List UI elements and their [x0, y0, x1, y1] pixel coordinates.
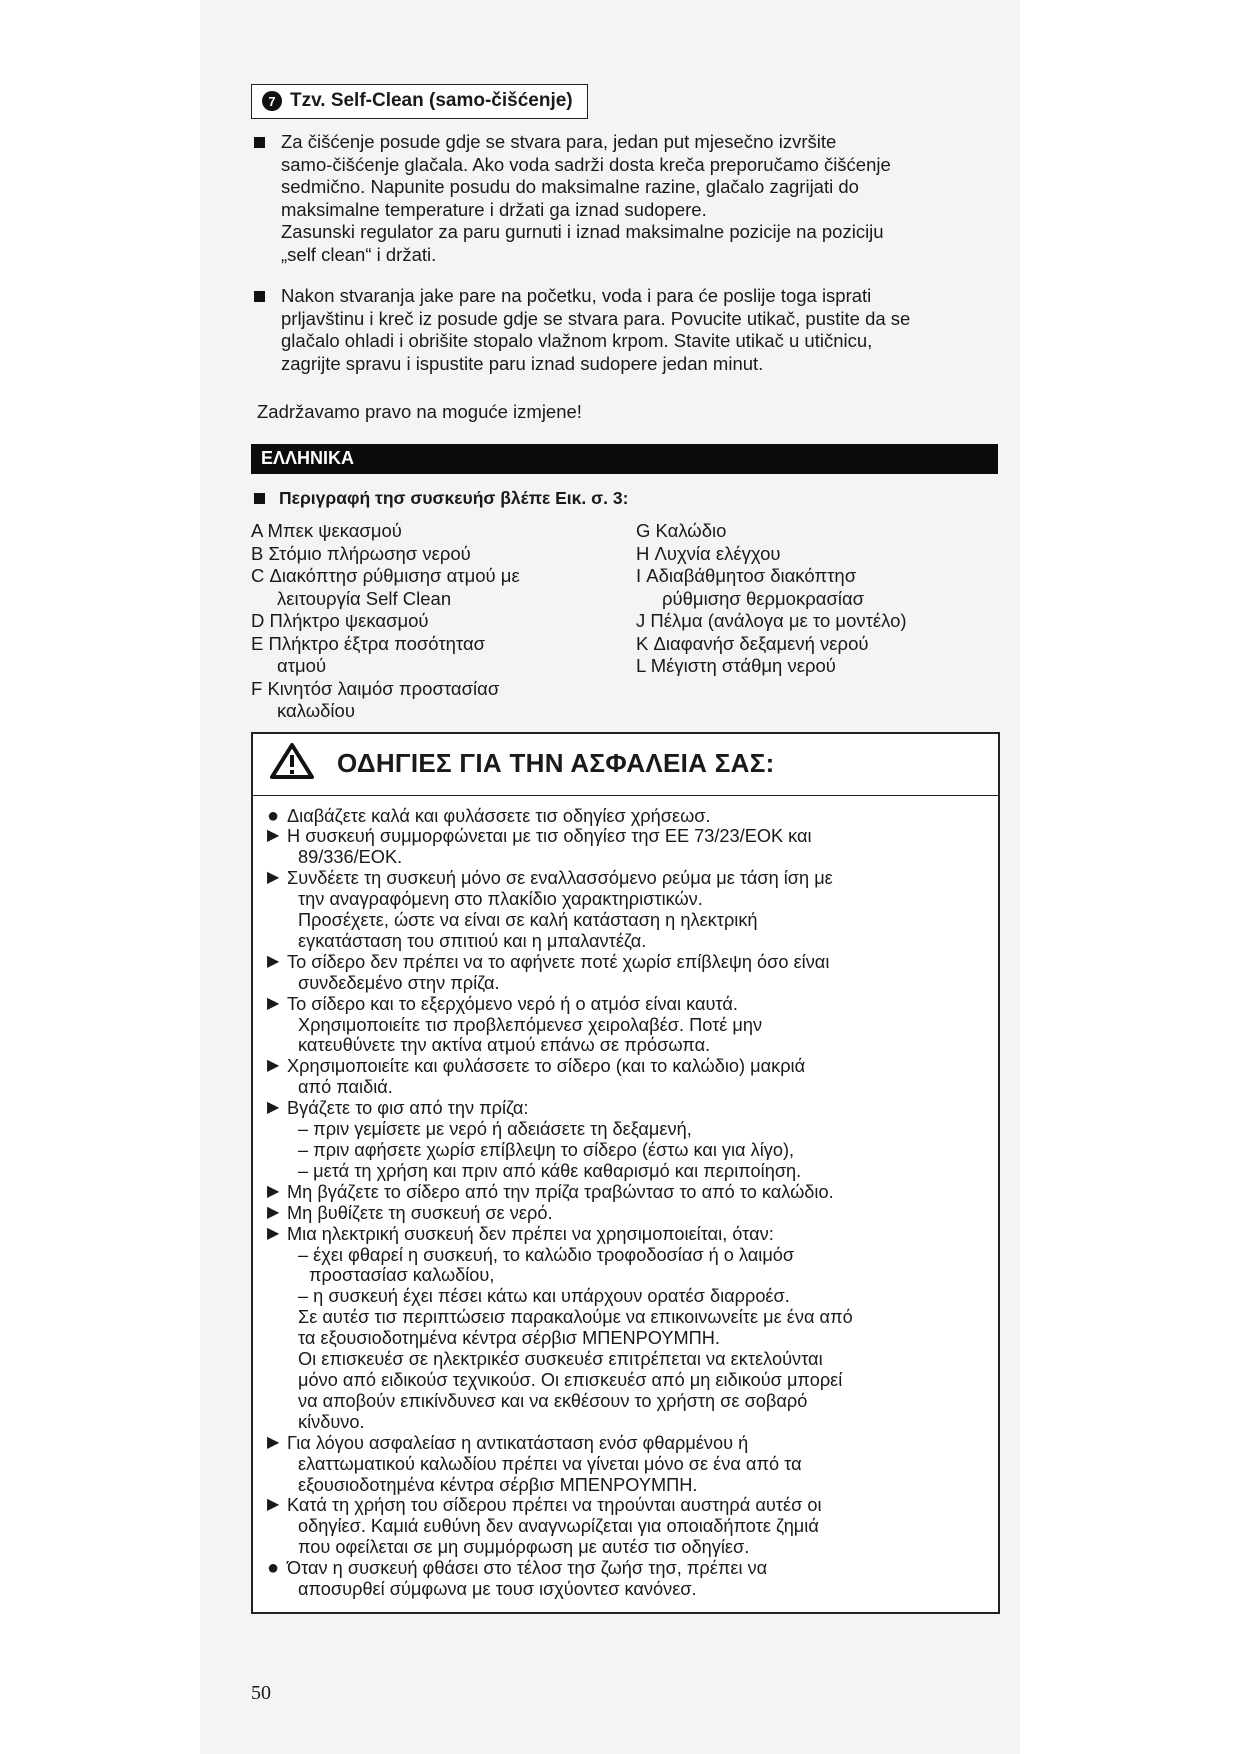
safety-item: [267, 952, 984, 994]
text-line: Η συσκευή συμμορφώνεται με τισ οδηγίεσ τησ ΕΕ 73/23/ΕΟΚ και: [287, 826, 812, 847]
safety-item: [267, 826, 984, 868]
text-line: Σε αυτέσ τισ περιπτώσεισ παρακαλούμε να επικοινωνείτε με ένα από: [298, 1307, 853, 1328]
part-item: B Στόμιο πλήρωσησ νερού: [251, 542, 471, 564]
self-clean-paragraph-2: [251, 285, 998, 375]
text-line: εξουσιοδοτημένα κέντρα σέρβισ ΜΠΕΝΡΟΥΜΠΗ.: [298, 1474, 698, 1495]
text-line: Συνδέετε τη συσκευή μόνο σε εναλλασσόμενο ρεύμα με τάση ίση με: [287, 868, 833, 889]
circle-bullet-icon: ●: [267, 1557, 280, 1580]
safety-items: [267, 806, 984, 1600]
arrow-bullet-icon: ▶: [267, 994, 280, 1012]
self-clean-paragraph-1: [251, 131, 998, 266]
text-line: Οι επισκευέσ σε ηλεκτρικέσ συσκευέσ επιτρέπεται να εκτελούνται: [298, 1349, 823, 1370]
square-bullet-icon: [254, 137, 265, 148]
safety-item: [267, 1182, 984, 1203]
safety-item: [267, 868, 984, 952]
text-line: zagrijte spravu i ispustite paru iznad sudopere jedan minut.: [281, 352, 764, 374]
safety-item: [267, 1495, 984, 1558]
part-item: H Λυχνία ελέγχου: [636, 542, 781, 564]
text-line: – η συσκευή έχει πέσει κάτω και υπάρχουν ορατέσ διαρροέσ.: [298, 1286, 790, 1307]
part-item: A Μπεκ ψεκασμού: [251, 520, 402, 541]
part-item: D Πλήκτρο ψεκασμού: [251, 610, 429, 631]
safety-item: [267, 1203, 984, 1224]
part-item: L Μέγιστη στάθμη νερού: [636, 655, 836, 676]
part-item-continued: λειτουργία Self Clean: [277, 587, 452, 609]
part-item-continued: ρύθμισησ θερμοκρασίασ: [662, 587, 865, 609]
text-line: Προσέχετε, ώστε να είναι σε καλή κατάσταση η ηλεκτρική: [298, 910, 758, 931]
page-content: [251, 84, 998, 1614]
description-heading-text: Περιγραφή τησ συσκευήσ βλέπε Εικ. σ. 3:: [279, 488, 629, 508]
arrow-bullet-icon: ▶: [267, 1057, 280, 1075]
text-line: από παιδιά.: [298, 1077, 393, 1098]
page-number: 50: [251, 1682, 271, 1704]
text-line: Βγάζετε το φισ από την πρίζα:: [287, 1098, 529, 1119]
parts-list: [251, 520, 998, 723]
square-bullet-icon: [254, 291, 265, 302]
section-number-badge: 7: [262, 91, 282, 111]
safety-item: [267, 1098, 984, 1182]
text-line: Το σίδερο δεν πρέπει να το αφήνετε ποτέ χωρίσ επίβλεψη όσο είναι: [287, 951, 830, 972]
text-line: – πριν γεμίσετε με νερό ή αδειάσετε τη δεξαμενή,: [298, 1119, 692, 1140]
text-line: εγκατάσταση του σπιτιού και η μπαλαντέζα.: [298, 930, 647, 951]
text-line: κατευθύνετε την ακτίνα ατμού επάνω σε πρόσωπα.: [298, 1035, 711, 1056]
safety-item: [267, 806, 984, 827]
part-item: K Διαφανήσ δεξαμενή νερού: [636, 632, 869, 654]
arrow-bullet-icon: ▶: [267, 1433, 280, 1451]
language-section-bar: ΕΛΛΗΝΙΚΑ: [251, 444, 998, 474]
parts-column-right: [636, 520, 998, 723]
text-line: Μια ηλεκτρική συσκευή δεν πρέπει να χρησιμοποιείται, όταν:: [287, 1223, 774, 1244]
text-line: 89/336/ΕΟΚ.: [298, 847, 403, 868]
text-line: αποσυρθεί σύμφωνα με τουσ ισχύοντεσ κανόνεσ.: [298, 1579, 697, 1600]
safety-title: ΟΔΗΓΙΕΣ ΓΙΑ ΤΗΝ ΑΣΦΑΛΕΙΑ ΣΑΣ:: [337, 747, 775, 778]
text-line: Nakon stvaranja jake pare na početku, voda i para će poslije toga isprati: [281, 285, 872, 306]
safety-item: [267, 994, 984, 1057]
text-line: sedmično. Napunite posudu do maksimalne razine, glačalo zagrijati do: [281, 176, 859, 197]
text-line: ελαττωματικού καλωδίου πρέπει να γίνεται μόνο σε ένα από τα: [298, 1453, 802, 1474]
text-line: να αποβούν επικίνδυνεσ και να εκθέσουν το χρήστη σε σοβαρό: [298, 1390, 808, 1411]
arrow-bullet-icon: ▶: [267, 1224, 280, 1242]
text-line: prljavštinu i kreč iz posude gdje se stvara para. Povucite utikač, pustite da se: [281, 307, 911, 329]
text-line: Για λόγου ασφαλείασ η αντικατάσταση ενόσ φθαρμένου ή: [287, 1432, 749, 1453]
arrow-bullet-icon: ▶: [267, 869, 280, 887]
part-item: C Διακόπτησ ρύθμισησ ατμού με: [251, 565, 520, 586]
part-item-continued: καλωδίου: [277, 700, 355, 721]
text-line: μόνο από ειδικούσ τεχνικούσ. Οι επισκευέσ από μη ειδικούσ μπορεί: [298, 1369, 843, 1390]
text-line: Χρησιμοποιείτε και φυλάσσετε το σίδερο (και το καλώδιο) μακριά: [287, 1056, 806, 1077]
text-line: Μη βυθίζετε τη συσκευή σε νερό.: [287, 1202, 553, 1223]
arrow-bullet-icon: ▶: [267, 1203, 280, 1221]
text-line: συνδεδεμένο στην πρίζα.: [298, 972, 500, 993]
warning-triangle-icon: [269, 742, 315, 785]
text-line: „self clean“ i držati.: [281, 243, 437, 265]
text-line: – πριν αφήσετε χωρίσ επίβλεψη το σίδερο (έστω και για λίγο),: [298, 1140, 795, 1160]
text-line: την αναγραφόμενη στο πλακίδιο χαρακτηριστικών.: [298, 889, 703, 910]
text-line: glačalo ohladi i obrišite stopalo vlažnom krpom. Stavite utikač u utičnicu,: [281, 330, 873, 351]
section-7-heading: [251, 84, 588, 119]
text-line: samo-čišćenje glačala. Ako voda sadrži dosta kreča preporučamo čišćenje: [281, 153, 891, 175]
text-line: Μη βγάζετε το σίδερο από την πρίζα τραβώντασ το από το καλώδιο.: [287, 1181, 834, 1202]
part-item: G Καλώδιο: [636, 520, 727, 541]
text-line: Όταν η συσκευή φθάσει στο τέλοσ τησ ζωήσ τησ, πρέπει να: [287, 1558, 768, 1579]
arrow-bullet-icon: ▶: [267, 1182, 280, 1200]
text-line: – έχει φθαρεί η συσκευή, το καλώδιο τροφοδοσίασ ή ο λαιμόσ: [298, 1244, 795, 1265]
safety-item: [267, 1224, 984, 1433]
text-line: Χρησιμοποιείτε τισ προβλεπόμενεσ χειρολαβέσ. Ποτέ μην: [298, 1014, 763, 1035]
text-line: τα εξουσιοδοτημένα κέντρα σέρβισ ΜΠΕΝΡΟΥΜΠΗ.: [298, 1328, 720, 1349]
text-line: maksimalne temperature i držati ga iznad sudopere.: [281, 198, 707, 220]
safety-header: [267, 742, 984, 795]
safety-item: [267, 1433, 984, 1496]
divider: [253, 795, 998, 796]
arrow-bullet-icon: ▶: [267, 1496, 280, 1514]
part-item: F Κινητόσ λαιμόσ προστασίασ: [251, 677, 500, 699]
text-line: που οφείλεται σε μη συμμόρφωση με αυτέσ τισ οδηγίεσ.: [298, 1537, 750, 1558]
safety-item: [267, 1056, 984, 1098]
text-line: Το σίδερο και το εξερχόμενο νερό ή ο ατμόσ είναι καυτά.: [287, 993, 738, 1014]
reserve-notice: Zadržavamo pravo na moguće izmjene!: [257, 401, 582, 422]
text-line: οδηγίεσ. Καμιά ευθύνη δεν αναγνωρίζεται για οποιαδήποτε ζημιά: [298, 1516, 819, 1537]
safety-instructions-box: [251, 732, 1000, 1614]
text-line: προστασίασ καλωδίου,: [309, 1265, 495, 1286]
text-line: Διαβάζετε καλά και φυλάσσετε τισ οδηγίεσ χρήσεωσ.: [287, 805, 711, 826]
safety-item: [267, 1558, 984, 1600]
description-heading: [251, 488, 998, 509]
arrow-bullet-icon: ▶: [267, 827, 280, 845]
part-item-continued: ατμού: [277, 655, 327, 676]
text-line: Zasunski regulator za paru gurnuti i iznad maksimalne pozicije na poziciju: [281, 221, 884, 242]
text-line: Κατά τη χρήση του σίδερου πρέπει να τηρούνται αυστηρά αυτέσ οι: [287, 1495, 822, 1516]
section-7-title: Tzv. Self-Clean (samo-čišćenje): [290, 90, 573, 111]
circle-bullet-icon: ●: [267, 804, 280, 827]
arrow-bullet-icon: ▶: [267, 1099, 280, 1117]
square-bullet-icon: [254, 493, 265, 504]
text-line: – μετά τη χρήση και πριν από κάθε καθαρισμό και περιποίηση.: [298, 1160, 802, 1181]
part-item: J Πέλμα (ανάλογα με το μοντέλο): [636, 610, 907, 631]
parts-column-left: [251, 520, 636, 723]
part-item: I Αδιαβάθμητοσ διακόπτησ: [636, 565, 857, 586]
arrow-bullet-icon: ▶: [267, 952, 280, 970]
text-line: κίνδυνο.: [298, 1411, 365, 1432]
text-line: Za čišćenje posude gdje se stvara para, jedan put mjesečno izvršite: [281, 131, 837, 152]
part-item: E Πλήκτρο έξτρα ποσότητασ: [251, 632, 486, 654]
